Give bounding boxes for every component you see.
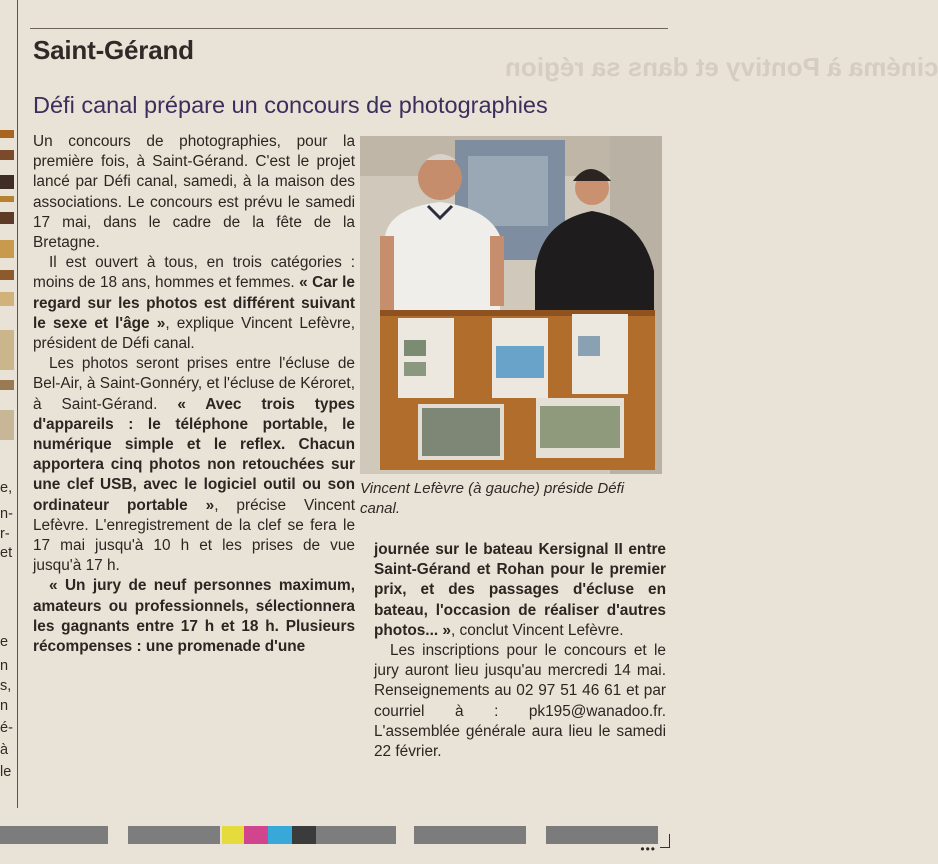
left-fragment: n	[0, 658, 9, 674]
left-fragment: à	[0, 742, 9, 758]
left-fragment: n-	[0, 506, 13, 522]
article-photo	[360, 136, 662, 474]
left-fragment: n	[0, 698, 9, 714]
paragraph-text: , précise Vincent Lefèvre. L'enregistrement de la clef se fera le 17 mai jusqu'à 10 h et les prises de vue jusqu'à 17 h.	[33, 496, 355, 575]
left-fragment: et	[0, 545, 13, 561]
paragraph	[33, 253, 355, 354]
photo-caption: Vincent Lefèvre (à gauche) préside Défi canal.	[360, 480, 625, 517]
photo-illustration	[360, 136, 662, 474]
left-fragment: e,	[0, 480, 13, 496]
paragraph-text: Il est ouvert à tous, en trois catégories : moins de 18 ans, hommes et femmes.	[33, 254, 355, 292]
article-column-1	[33, 132, 355, 657]
paragraph-text: , explique Vincent Lefèvre, président de Défi canal.	[33, 314, 355, 353]
left-fragment: s,	[0, 678, 12, 694]
quote-bold: « Un jury de neuf personnes maximum, amateurs ou professionnels, sélectionnera les gagnants entre 17 h et 18 h. Plusieurs récompenses : une promenade d'une	[33, 577, 355, 656]
left-fragment: é-	[0, 720, 13, 736]
section-title: Saint-Gérand	[33, 35, 194, 65]
paragraph	[33, 354, 355, 576]
article-column-2	[374, 540, 666, 762]
column-divider	[17, 0, 18, 808]
paragraph-text: Les photos seront prises entre l'écluse de Bel-Air, à Saint-Gonnéry, et l'écluse de Kéroret, à Saint-Gérand.	[33, 355, 355, 413]
print-color-bar	[0, 822, 688, 850]
paragraph	[374, 540, 666, 641]
paragraph: Un concours de photographies, pour la première fois, à Saint-Gérand. C'est le projet lancé par Défi canal, samedi, à la maison des associations. Le concours est prévu le samedi 17 mai, dans le cadre de la fête de la Bretagne.	[33, 133, 355, 252]
footer-marker: •••	[640, 842, 656, 856]
show-through-text: cinéma à Pontivy et dans sa région	[505, 52, 938, 82]
quote-bold: « Car le regard sur les photos est différent suivant le sexe et l'âge »	[33, 274, 355, 332]
left-fragment: e	[0, 634, 9, 650]
paragraph-text: , conclut Vincent Lefèvre.	[450, 621, 624, 639]
article-headline: Défi canal prépare un concours de photographies	[33, 92, 548, 118]
paragraph: Les inscriptions pour le concours et le jury auront lieu jusqu'au mercredi 14 mai. Renseignements au 02 97 51 46 61 et par courriel à : pk195@wanadoo.fr. L'assemblée générale aura lieu le samedi 22 février.	[374, 642, 666, 761]
left-fragment: r-	[0, 526, 10, 542]
quote-bold: journée sur le bateau Kersignal II entre Saint-Gérand et Rohan pour le premier prix, et des passages d'écluse en bateau, l'occasion de réaliser d'autres photos... »	[374, 541, 666, 639]
paragraph	[33, 576, 355, 657]
left-fragment: le	[0, 764, 12, 780]
quote-bold: « Avec trois types d'appareils : le téléphone portable, le numérique simple et le reflex. Chacun apportera cinq photos non retouchées sur une clef USB, avec le logiciel outil ou son ordinateur portable »	[33, 395, 355, 514]
top-rule	[30, 28, 668, 29]
crop-mark	[660, 834, 670, 848]
